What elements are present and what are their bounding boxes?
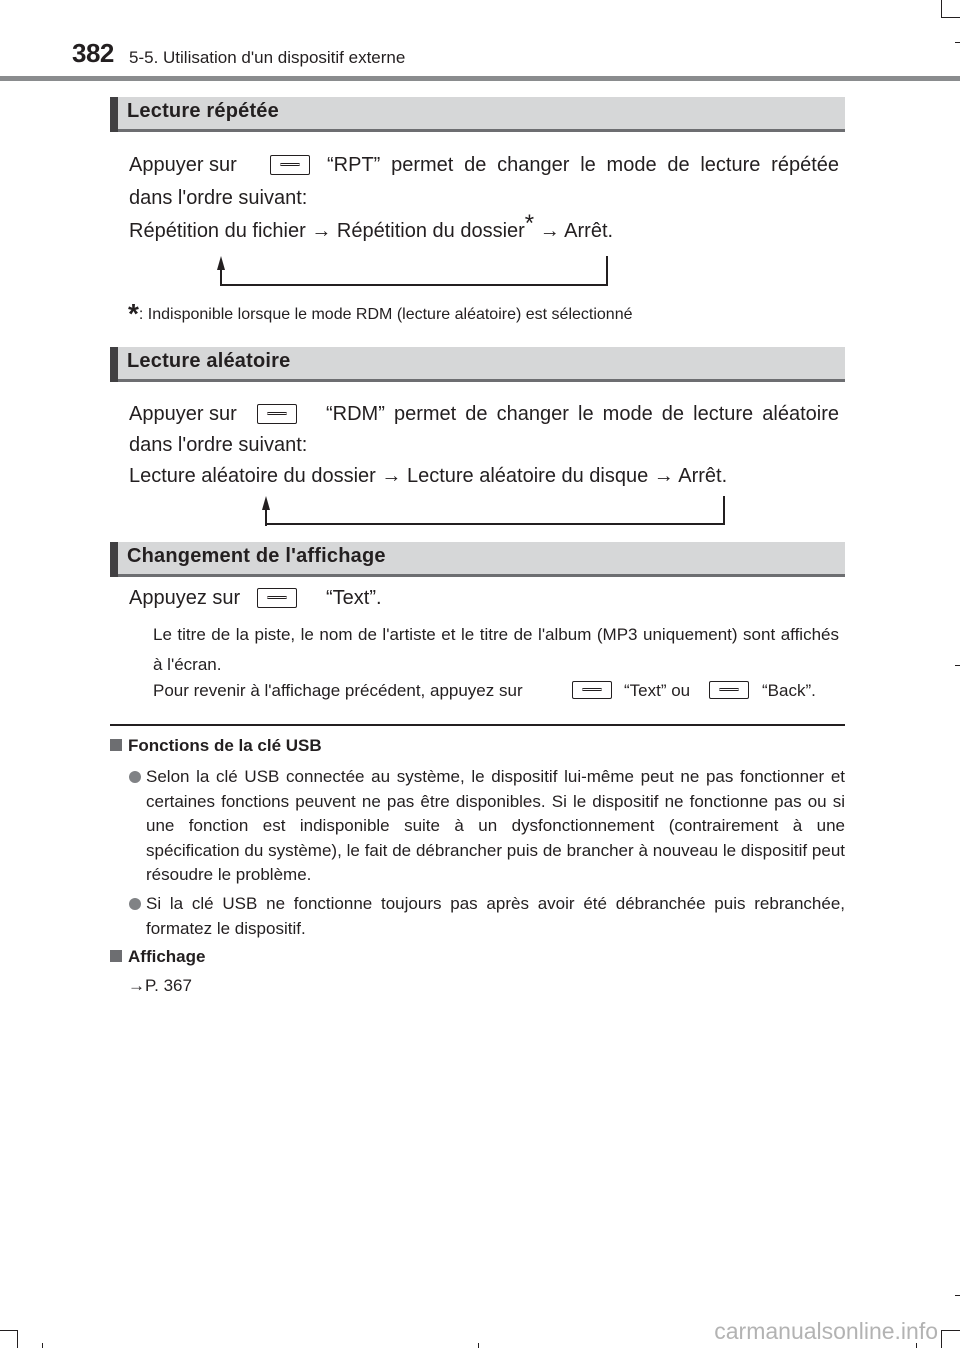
crop-mark — [0, 1330, 18, 1331]
display-note2-after: “Back”. — [762, 681, 816, 700]
crop-mark — [955, 1295, 960, 1296]
random-loop-arrow — [265, 496, 725, 526]
repeat-line2: dans l'ordre suivant: — [129, 187, 308, 209]
repeat-loop-arrow — [220, 256, 610, 286]
random-sequence — [129, 460, 727, 493]
repeat-seq-file: Répétition du fichier — [129, 220, 306, 242]
repeat-sequence — [129, 210, 614, 248]
section-heading-repeat — [110, 97, 845, 132]
repeat-line1-after: “RPT” permet de changer le mode de lecture répétée — [327, 154, 839, 176]
crop-mark — [941, 1330, 960, 1331]
arrow-icon: → — [311, 220, 332, 242]
section-accent — [110, 97, 118, 132]
round-bullet-icon — [129, 898, 141, 910]
arrow-icon: → — [653, 465, 674, 487]
crop-mark — [478, 1343, 479, 1348]
repeat-seq-folder: Répétition du dossier — [336, 220, 525, 242]
crop-mark — [42, 1343, 43, 1348]
usb-bullet-2-text: Si la clé USB ne fonctionne toujours pas après avoir été débranchée puis rebranchée, formatez le dispositif. — [146, 894, 845, 938]
asterisk-mark: * — [524, 210, 535, 237]
crop-mark — [941, 0, 942, 18]
random-seq-off: Arrêt. — [678, 465, 728, 487]
section-title-random: Lecture aléatoire — [127, 350, 291, 372]
usb-heading-text: Fonctions de la clé USB — [128, 736, 322, 755]
square-bullet-icon — [110, 739, 122, 751]
random-line1-before: Appuyer sur — [129, 403, 237, 425]
round-bullet-icon — [129, 771, 141, 783]
random-seq-folder: Lecture aléatoire du dossier — [129, 465, 376, 487]
arrow-icon: → — [539, 220, 560, 242]
text-button-icon — [572, 681, 612, 699]
usb-bullet-1 — [129, 765, 845, 888]
page-number: 382 — [72, 38, 114, 68]
section-divider — [110, 724, 845, 726]
rpt-button-icon — [270, 155, 310, 175]
section-heading-random — [110, 347, 845, 382]
random-seq-disc: Lecture aléatoire du disque — [406, 465, 649, 487]
section-accent — [110, 542, 118, 577]
arrow-icon: → — [381, 465, 402, 487]
display-note2-before: Pour revenir à l'affichage précédent, appuyez sur — [153, 681, 523, 700]
crop-mark — [941, 17, 960, 18]
display-line1-after: “Text”. — [326, 587, 382, 609]
repeat-line1-before: Appuyer sur — [129, 154, 237, 176]
text-button-icon — [257, 588, 297, 608]
crop-mark — [941, 1330, 942, 1348]
square-bullet-icon — [110, 950, 122, 962]
crop-mark — [17, 1330, 18, 1348]
random-line2: dans l'ordre suivant: — [129, 434, 308, 456]
rdm-button-icon — [257, 404, 297, 424]
repeat-footnote — [128, 298, 633, 330]
section-accent — [110, 347, 118, 382]
random-line1-after: “RDM” permet de changer le mode de lecture aléatoire — [326, 403, 839, 425]
display-note1: Le titre de la piste, le nom de l'artiste et le titre de l'album (MP3 uniquement) sont affichés à l'écran. — [153, 625, 839, 674]
usb-bullet-2 — [129, 892, 845, 941]
usb-heading — [110, 736, 322, 756]
reference-arrow-icon: → — [128, 976, 145, 995]
display-page-reference-text: P. 367 — [145, 976, 192, 995]
display-note-heading-text: Affichage — [128, 947, 206, 966]
display-page-reference[interactable] — [128, 976, 192, 996]
watermark: carmanualsonline.info — [714, 1318, 938, 1344]
display-line1-before: Appuyez sur — [129, 587, 241, 609]
usb-bullet-1-text: Selon la clé USB connectée au système, le dispositif lui-même peut ne pas fonctionner et certaines fonctions peuvent ne pas être disponibles. Si le dispositif ne fonctionne pas ou si une fonction est indisponible suite à un dysfonctionnement (contrairement à une spécification du système), le fait de débrancher puis de brancher à nouveau le dispositif peut résoudre le problème. — [146, 767, 845, 884]
section-title-repeat: Lecture répétée — [127, 100, 279, 122]
display-note2-mid: “Text” ou — [624, 681, 691, 700]
section-heading-display — [110, 542, 845, 577]
crop-mark — [955, 42, 960, 43]
repeat-seq-off: Arrêt. — [564, 220, 614, 242]
back-button-icon — [709, 681, 749, 699]
footnote-asterisk: * — [128, 298, 139, 329]
crop-mark — [955, 665, 960, 666]
display-note-heading — [110, 947, 205, 967]
footnote-text: : Indisponible lorsque le mode RDM (lecture aléatoire) est sélectionné — [138, 306, 633, 323]
header-section-title: 5-5. Utilisation d'un dispositif externe — [129, 48, 406, 67]
section-title-display: Changement de l'affichage — [127, 545, 386, 567]
header-rule — [0, 76, 960, 81]
